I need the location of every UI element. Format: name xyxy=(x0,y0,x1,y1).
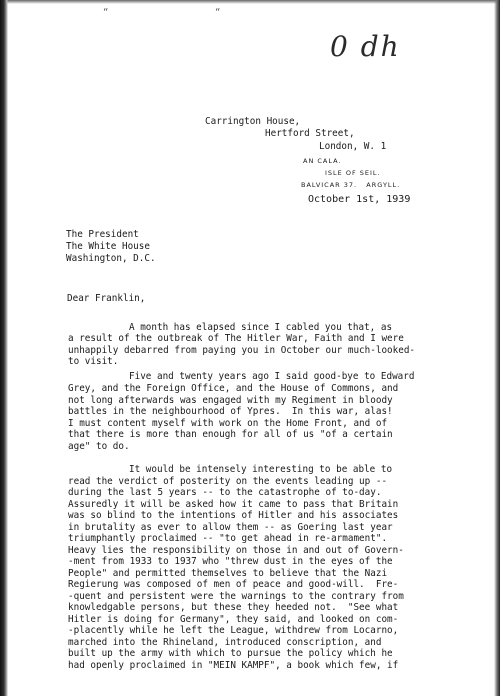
body-line: Grey, and the Foreign Office, and the House of Commons, and xyxy=(68,383,399,394)
sender-line: Carrington House, xyxy=(205,116,301,127)
body-line: -placently while he left the League, withdrew from Locarno, xyxy=(68,625,399,636)
letter-date: October 1st, 1939 xyxy=(308,194,411,205)
body-line: had openly proclaimed in "MEIN KAMPF", a book which few, if xyxy=(68,660,399,671)
body-line: that there is more than enough for all of us "of a certain xyxy=(68,429,393,440)
body-line: knowledgable persons, but these they heeded not. "See what xyxy=(68,602,399,613)
body-line: in brutality as ever to allow them -- as Goering last year xyxy=(68,522,393,533)
alt-address-line: AN CALA. xyxy=(303,157,342,165)
body-line: read the verdict of posterity on the events leading up -- xyxy=(68,476,388,487)
body-line: Five and twenty years ago I said good-bye to Edward xyxy=(129,371,415,382)
body-line: Assuredly it will be asked how it came to pass that Britain xyxy=(68,499,399,510)
alt-address-line: ISLE OF SEIL. xyxy=(325,169,381,177)
scan-right-edge xyxy=(494,0,500,696)
corner-mark-right: “ xyxy=(215,8,221,18)
body-line: to visit. xyxy=(68,356,119,367)
recipient-line: Washington, D.C. xyxy=(66,253,156,264)
body-line: -ment from 1933 to 1937 who "threw dust in the eyes of the xyxy=(68,556,393,567)
body-line: A month has elapsed since I cabled you that, as xyxy=(129,322,393,333)
recipient-line: The President xyxy=(66,229,139,240)
body-line: built up the army with which to pursue the policy which he xyxy=(68,648,393,659)
salutation: Dear Franklin, xyxy=(67,293,146,304)
body-line: It would be intensely interesting to be able to xyxy=(129,464,393,475)
body-line: battles in the neighbourhood of Ypres. In this war, alas! xyxy=(68,406,393,417)
scan-top-edge xyxy=(0,0,500,4)
body-line: not long afterwards was engaged with my Regiment in bloody xyxy=(68,395,393,406)
body-line: Hitler is doing for Germany", they said, and looked on com- xyxy=(68,614,399,625)
body-line: marched into the Rhineland, introduced conscription, and xyxy=(68,637,382,648)
body-line: a result of the outbreak of The Hitler War, Faith and I were xyxy=(68,333,404,344)
body-line: during the last 5 years -- to the catastrophe of to-day. xyxy=(68,487,382,498)
handwritten-note: 0 dh xyxy=(330,30,401,63)
corner-mark-left: “ xyxy=(103,8,109,18)
sender-line: London, W. 1 xyxy=(319,141,387,152)
body-line: I must content myself with work on the Home Front, and of xyxy=(68,418,388,429)
body-line: was so blind to the intentions of Hitler and his associates xyxy=(68,510,399,521)
sender-line: Hertford Street, xyxy=(265,128,355,139)
body-line: Heavy lies the responsibility on those in and out of Govern- xyxy=(68,545,404,556)
scan-left-edge xyxy=(0,0,8,696)
body-line: -quent and persistent were the warnings to the contrary from xyxy=(68,591,404,602)
body-line: age" to do. xyxy=(68,441,130,452)
body-line: unhappily debarred from paying you in October our much-looked- xyxy=(68,345,416,356)
body-line: Regierung was composed of men of peace and good-will. Fre- xyxy=(68,579,399,590)
alt-address-line: BALVICAR 37. ARGYLL. xyxy=(301,181,401,189)
body-line: People" and permitted themselves to believe that the Nazi xyxy=(68,568,388,579)
recipient-line: The White House xyxy=(66,241,150,252)
body-line: triumphantly proclaimed -- "to get ahead in re-armament". xyxy=(68,533,388,544)
